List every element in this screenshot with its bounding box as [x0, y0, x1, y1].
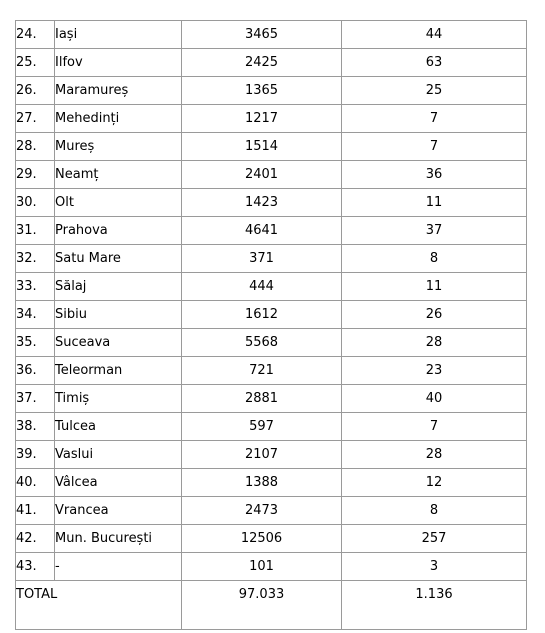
county-name: Vaslui	[55, 441, 182, 469]
table-row	[16, 329, 527, 357]
value-1: 1514	[182, 133, 342, 161]
value-2: 7	[342, 105, 527, 133]
row-number: 39.	[16, 441, 55, 469]
value-1: 371	[182, 245, 342, 273]
county-name: Tulcea	[55, 413, 182, 441]
county-name: Ilfov	[55, 49, 182, 77]
total-label: TOTAL	[16, 581, 182, 630]
row-number: 30.	[16, 189, 55, 217]
value-2: 25	[342, 77, 527, 105]
table-row	[16, 21, 527, 49]
table-row	[16, 413, 527, 441]
table-row	[16, 161, 527, 189]
value-2: 12	[342, 469, 527, 497]
row-number: 29.	[16, 161, 55, 189]
county-name: -	[55, 553, 182, 581]
value-2: 8	[342, 497, 527, 525]
table-row	[16, 357, 527, 385]
row-number: 42.	[16, 525, 55, 553]
value-2: 28	[342, 441, 527, 469]
county-statistics-table	[15, 20, 527, 630]
table-row	[16, 553, 527, 581]
table-row	[16, 217, 527, 245]
value-2: 3	[342, 553, 527, 581]
row-number: 41.	[16, 497, 55, 525]
county-name: Satu Mare	[55, 245, 182, 273]
county-name: Olt	[55, 189, 182, 217]
value-2: 26	[342, 301, 527, 329]
value-1: 4641	[182, 217, 342, 245]
value-1: 2881	[182, 385, 342, 413]
row-number: 35.	[16, 329, 55, 357]
table-row	[16, 469, 527, 497]
table-row	[16, 301, 527, 329]
value-1: 3465	[182, 21, 342, 49]
row-number: 25.	[16, 49, 55, 77]
table-row	[16, 133, 527, 161]
county-name: Iași	[55, 21, 182, 49]
county-name: Timiș	[55, 385, 182, 413]
value-2: 63	[342, 49, 527, 77]
county-name: Prahova	[55, 217, 182, 245]
total-value-1: 97.033	[182, 581, 342, 630]
value-1: 721	[182, 357, 342, 385]
county-name: Vrancea	[55, 497, 182, 525]
value-1: 5568	[182, 329, 342, 357]
value-2: 8	[342, 245, 527, 273]
value-1: 1388	[182, 469, 342, 497]
row-number: 32.	[16, 245, 55, 273]
value-1: 2401	[182, 161, 342, 189]
row-number: 31.	[16, 217, 55, 245]
value-1: 12506	[182, 525, 342, 553]
table-row	[16, 497, 527, 525]
value-2: 11	[342, 189, 527, 217]
row-number: 33.	[16, 273, 55, 301]
value-1: 444	[182, 273, 342, 301]
value-1: 2107	[182, 441, 342, 469]
table-row	[16, 77, 527, 105]
value-1: 1423	[182, 189, 342, 217]
county-name: Neamț	[55, 161, 182, 189]
value-2: 37	[342, 217, 527, 245]
county-name: Mureș	[55, 133, 182, 161]
value-1: 1612	[182, 301, 342, 329]
county-name: Maramureș	[55, 77, 182, 105]
row-number: 26.	[16, 77, 55, 105]
table-row	[16, 189, 527, 217]
table-row	[16, 385, 527, 413]
value-1: 1365	[182, 77, 342, 105]
table-body	[16, 21, 527, 630]
value-2: 7	[342, 133, 527, 161]
county-name: Teleorman	[55, 357, 182, 385]
county-name: Sibiu	[55, 301, 182, 329]
value-1: 597	[182, 413, 342, 441]
value-1: 101	[182, 553, 342, 581]
value-2: 44	[342, 21, 527, 49]
value-2: 36	[342, 161, 527, 189]
table-row	[16, 273, 527, 301]
table-row	[16, 105, 527, 133]
total-value-2: 1.136	[342, 581, 527, 630]
row-number: 38.	[16, 413, 55, 441]
row-number: 34.	[16, 301, 55, 329]
value-2: 257	[342, 525, 527, 553]
value-2: 28	[342, 329, 527, 357]
county-name: Vâlcea	[55, 469, 182, 497]
value-2: 11	[342, 273, 527, 301]
row-number: 24.	[16, 21, 55, 49]
value-2: 23	[342, 357, 527, 385]
county-name: Suceava	[55, 329, 182, 357]
table-row	[16, 49, 527, 77]
total-row	[16, 581, 527, 630]
row-number: 40.	[16, 469, 55, 497]
row-number: 36.	[16, 357, 55, 385]
row-number: 28.	[16, 133, 55, 161]
county-name: Mun. București	[55, 525, 182, 553]
table-row	[16, 245, 527, 273]
table-row	[16, 441, 527, 469]
county-name: Sălaj	[55, 273, 182, 301]
row-number: 37.	[16, 385, 55, 413]
county-name: Mehedinți	[55, 105, 182, 133]
value-1: 2425	[182, 49, 342, 77]
value-1: 2473	[182, 497, 342, 525]
value-2: 7	[342, 413, 527, 441]
row-number: 43.	[16, 553, 55, 581]
table-row	[16, 525, 527, 553]
value-1: 1217	[182, 105, 342, 133]
value-2: 40	[342, 385, 527, 413]
row-number: 27.	[16, 105, 55, 133]
